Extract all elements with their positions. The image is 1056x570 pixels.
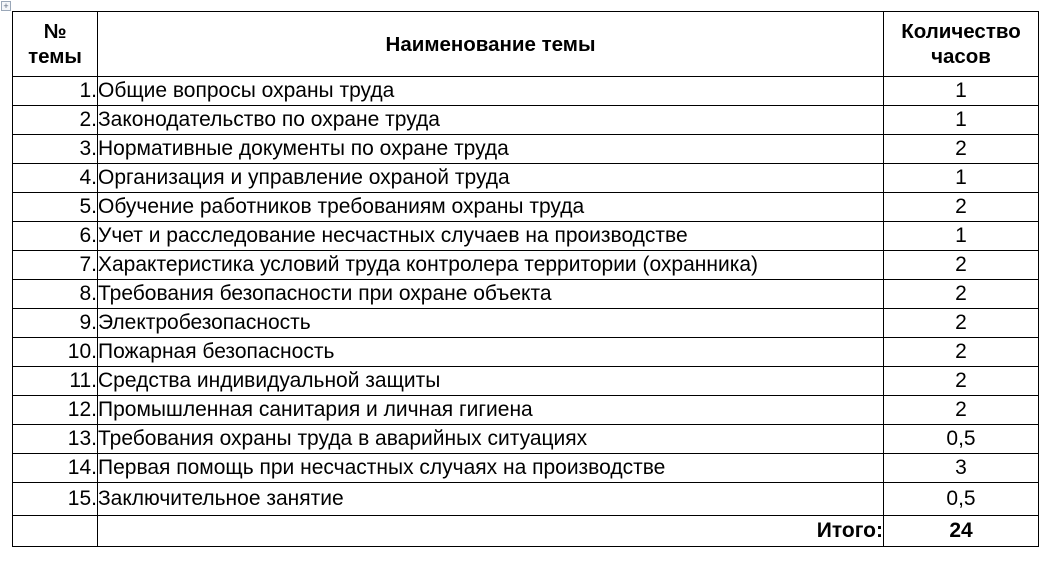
- row-topic: Учет и расследование несчастных случаев на производстве: [98, 222, 884, 251]
- row-number: 15.: [13, 483, 98, 516]
- total-value: 24: [884, 516, 1039, 547]
- table-row: [13, 222, 1039, 251]
- row-hours: 2: [884, 367, 1039, 396]
- header-hours: [884, 12, 1039, 77]
- row-topic: Организация и управление охраной труда: [98, 164, 884, 193]
- header-topic-name: Наименование темы: [98, 12, 884, 77]
- row-topic: Требования охраны труда в аварийных ситуациях: [98, 425, 884, 454]
- table-row: [13, 135, 1039, 164]
- row-number: 7.: [13, 251, 98, 280]
- row-topic: Нормативные документы по охране труда: [98, 135, 884, 164]
- row-hours: 1: [884, 222, 1039, 251]
- row-number: 2.: [13, 106, 98, 135]
- table-row: [13, 106, 1039, 135]
- row-hours: 2: [884, 338, 1039, 367]
- row-number: 1.: [13, 77, 98, 106]
- header-num-line2: темы: [28, 45, 82, 68]
- header-hours-line1: Количество: [901, 20, 1021, 43]
- row-hours: 1: [884, 164, 1039, 193]
- header-hours-line2: часов: [931, 45, 991, 68]
- row-topic: Средства индивидуальной защиты: [98, 367, 884, 396]
- total-row: [13, 516, 1039, 547]
- row-number: 12.: [13, 396, 98, 425]
- header-topic-number: [13, 12, 98, 77]
- table-row: [13, 280, 1039, 309]
- row-number: 5.: [13, 193, 98, 222]
- table-row: [13, 425, 1039, 454]
- table-row: [13, 77, 1039, 106]
- row-hours: 2: [884, 193, 1039, 222]
- row-hours: 2: [884, 280, 1039, 309]
- table-row: [13, 454, 1039, 483]
- row-topic: Промышленная санитария и личная гигиена: [98, 396, 884, 425]
- header-num-line1: №: [43, 20, 67, 43]
- table-row: [13, 193, 1039, 222]
- row-hours: 1: [884, 106, 1039, 135]
- table-row: [13, 367, 1039, 396]
- table-row: [13, 309, 1039, 338]
- row-number: 13.: [13, 425, 98, 454]
- row-hours: 1: [884, 77, 1039, 106]
- row-topic: Общие вопросы охраны труда: [98, 77, 884, 106]
- row-hours: 2: [884, 396, 1039, 425]
- row-topic: Пожарная безопасность: [98, 338, 884, 367]
- row-hours: 0,5: [884, 483, 1039, 516]
- row-number: 11.: [13, 367, 98, 396]
- row-number: 10.: [13, 338, 98, 367]
- row-hours: 2: [884, 309, 1039, 338]
- row-topic: Обучение работников требованиям охраны труда: [98, 193, 884, 222]
- row-hours: 3: [884, 454, 1039, 483]
- table-row: [13, 396, 1039, 425]
- row-topic: Заключительное занятие: [98, 483, 884, 516]
- row-hours: 2: [884, 135, 1039, 164]
- move-table-icon[interactable]: +: [1, 1, 11, 11]
- row-topic: Законодательство по охране труда: [98, 106, 884, 135]
- row-number: 8.: [13, 280, 98, 309]
- row-number: 4.: [13, 164, 98, 193]
- table-row: [13, 251, 1039, 280]
- topics-table: [12, 11, 1039, 547]
- row-number: 14.: [13, 454, 98, 483]
- row-topic: Первая помощь при несчастных случаях на производстве: [98, 454, 884, 483]
- row-number: 9.: [13, 309, 98, 338]
- row-topic: Характеристика условий труда контролера территории (охранника): [98, 251, 884, 280]
- table-row: [13, 483, 1039, 516]
- total-empty-cell: [13, 516, 98, 547]
- row-topic: Электробезопасность: [98, 309, 884, 338]
- row-number: 3.: [13, 135, 98, 164]
- row-number: 6.: [13, 222, 98, 251]
- row-topic: Требования безопасности при охране объекта: [98, 280, 884, 309]
- table-row: [13, 164, 1039, 193]
- table-header-row: [13, 12, 1039, 77]
- total-label: Итого:: [98, 516, 884, 547]
- row-hours: 0,5: [884, 425, 1039, 454]
- row-hours: 2: [884, 251, 1039, 280]
- table-row: [13, 338, 1039, 367]
